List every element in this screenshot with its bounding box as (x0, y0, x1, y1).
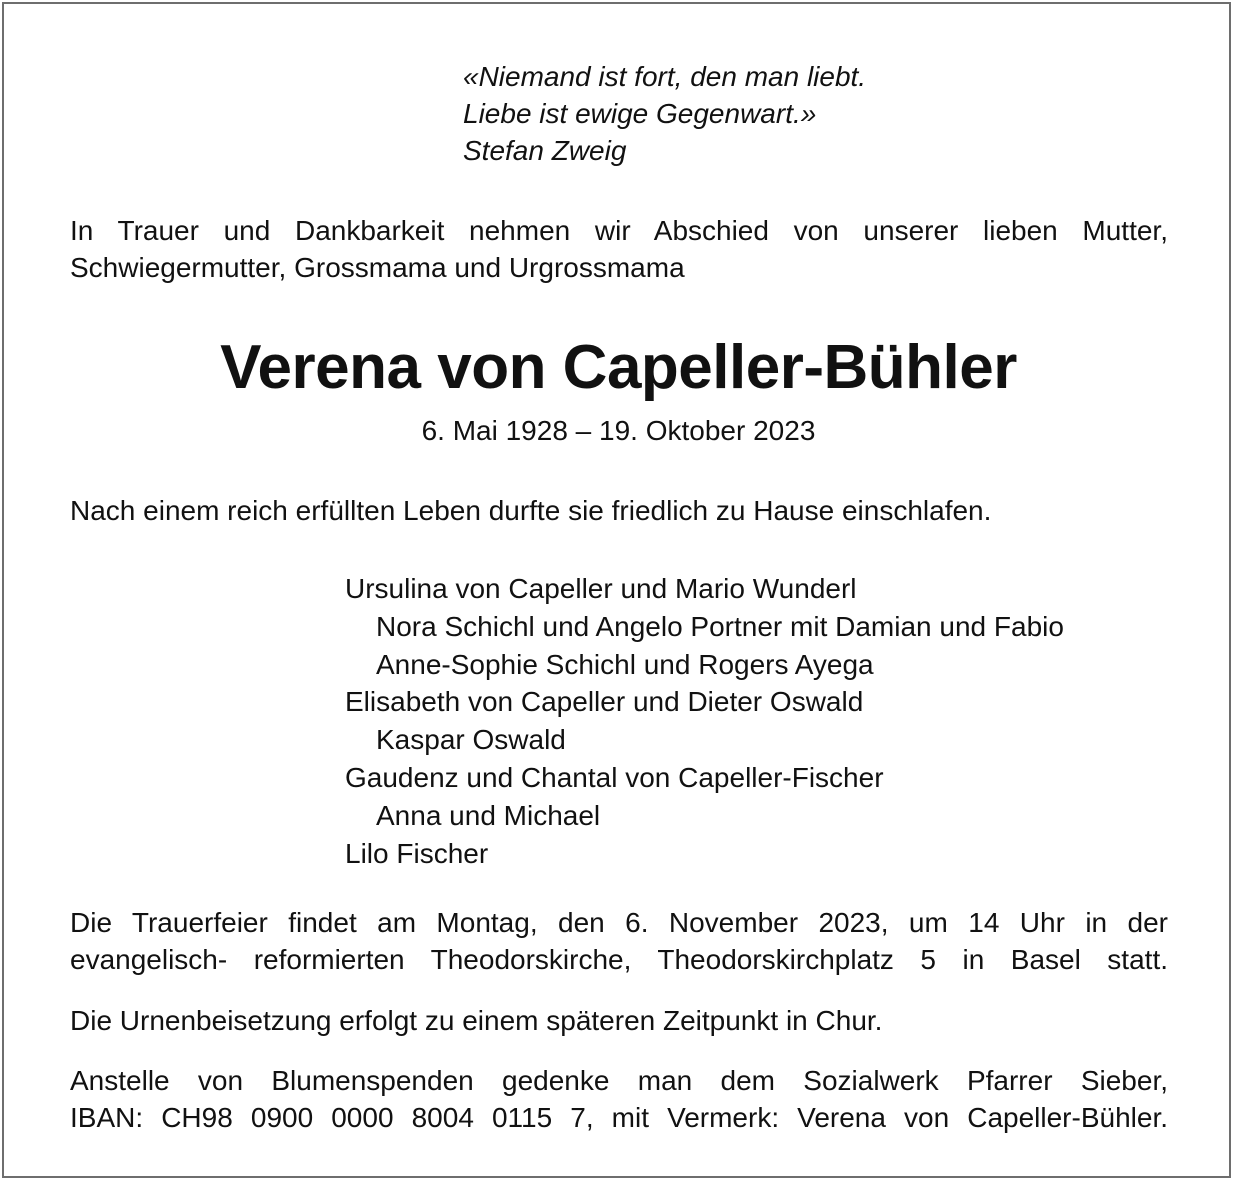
family-list (345, 570, 1064, 872)
deceased-name: Verena von Capeller-Bühler (220, 333, 1017, 402)
intro-line: Schwiegermutter, Grossmama und Urgrossmama (70, 252, 685, 283)
closing-sentence: Nach einem reich erfüllten Leben durfte sie friedlich zu Hause einschlafen. (70, 495, 992, 526)
ceremony-line: evangelisch- reformierten Theodorskirche, Theodorskirchplatz 5 in Basel statt. (70, 944, 1168, 975)
intro-paragraph (70, 212, 1168, 286)
donation-line: Anstelle von Blumenspenden gedenke man dem Sozialwerk Pfarrer Sieber, (70, 1065, 1168, 1096)
family-member: Anna und Michael (376, 799, 601, 831)
quote-line: Liebe ist ewige Gegenwart.» (463, 98, 817, 129)
life-dates: 6. Mai 1928 – 19. Oktober 2023 (421, 415, 816, 446)
family-member: Kaspar Oswald (376, 724, 566, 756)
family-member: Lilo Fischer (345, 837, 489, 869)
quote-line: «Niemand ist fort, den man liebt. (463, 61, 867, 92)
quote-author: Stefan Zweig (463, 135, 627, 166)
family-member: Anne-Sophie Schichl und Rogers Ayega (376, 648, 874, 680)
ceremony-paragraph (70, 904, 1168, 978)
family-member: Ursulina von Capeller und Mario Wunderl (345, 573, 857, 604)
donation-paragraph (70, 1062, 1168, 1136)
quote-block (463, 58, 866, 169)
family-member: Nora Schichl und Angelo Portner mit Damian und Fabio (376, 610, 1064, 642)
urn-paragraph: Die Urnenbeisetzung erfolgt zu einem späteren Zeitpunkt in Chur. (70, 1005, 883, 1036)
family-member: Elisabeth von Capeller und Dieter Oswald (345, 686, 864, 718)
donation-line: IBAN: CH98 0900 0000 8004 0115 7, mit Vermerk: Verena von Capeller-Bühler. (70, 1102, 1168, 1133)
obituary-frame (2, 2, 1231, 1178)
ceremony-line: Die Trauerfeier findet am Montag, den 6. November 2023, um 14 Uhr in der (70, 907, 1168, 938)
family-member: Gaudenz und Chantal von Capeller-Fischer (345, 761, 884, 793)
intro-line: In Trauer und Dankbarkeit nehmen wir Abschied von unserer lieben Mutter, (70, 215, 1168, 246)
